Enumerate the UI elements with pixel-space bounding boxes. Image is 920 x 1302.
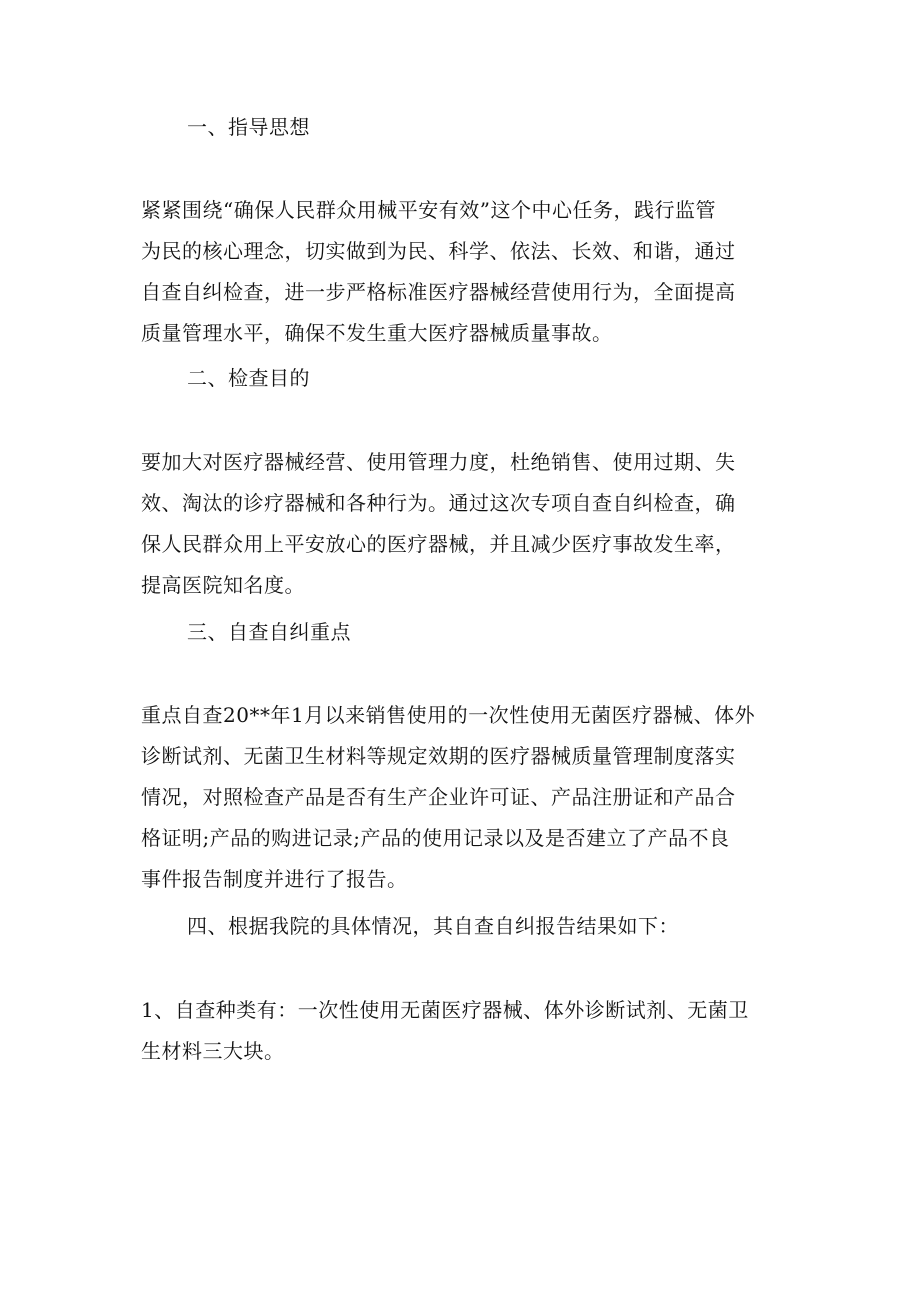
paragraph-line: 生材料三大块。	[141, 1039, 285, 1063]
section-paragraph-guiding-ideology	[141, 190, 801, 354]
paragraph-line: 1、自查种类有：一次性使用无菌医疗器械、体外诊断试剂、无菌卫	[141, 998, 749, 1022]
paragraph-line: 情况，对照检查产品是否有生产企业许可证、产品注册证和产品合	[141, 785, 736, 809]
section-paragraph-inspection-purpose	[141, 442, 801, 606]
section-heading-self-inspection-focus: 三、自查自纠重点	[187, 620, 351, 644]
paragraph-line: 质量管理水平，确保不发生重大医疗器械质量事故。	[141, 321, 613, 345]
section-heading-inspection-purpose: 二、检查目的	[187, 366, 310, 390]
paragraph-line: 为民的核心理念，切实做到为民、科学、依法、长效、和谐，通过	[141, 239, 736, 263]
section-heading-guiding-ideology: 一、指导思想	[187, 115, 310, 139]
section-paragraph-report-results	[141, 990, 801, 1072]
paragraph-line: 格证明;产品的购进记录;产品的使用记录以及是否建立了产品不良	[141, 826, 730, 850]
section-paragraph-self-inspection-focus	[141, 695, 801, 900]
paragraph-line: 重点自查20**年1月以来销售使用的一次性使用无菌医疗器械、体外	[141, 703, 756, 727]
paragraph-line: 事件报告制度并进行了报告。	[141, 867, 408, 891]
paragraph-line: 紧紧围绕“确保人民群众用械平安有效”这个中心任务，践行监管	[141, 198, 716, 222]
paragraph-line: 效、淘汰的诊疗器械和各种行为。通过这次专项自查自纠检查，确	[141, 491, 736, 515]
paragraph-line: 诊断试剂、无菌卫生材料等规定效期的医疗器械质量管理制度落实	[141, 744, 736, 768]
section-heading-report-results: 四、根据我院的具体情况，其自查自纠报告结果如下：	[187, 914, 679, 938]
paragraph-line: 保人民群众用上平安放心的医疗器械，并且减少医疗事故发生率，	[141, 532, 736, 556]
paragraph-line: 自查自纠检查，进一步严格标准医疗器械经营使用行为，全面提高	[141, 280, 736, 304]
paragraph-line: 要加大对医疗器械经营、使用管理力度，杜绝销售、使用过期、失	[141, 450, 736, 474]
paragraph-line: 提高医院知名度。	[141, 573, 305, 597]
